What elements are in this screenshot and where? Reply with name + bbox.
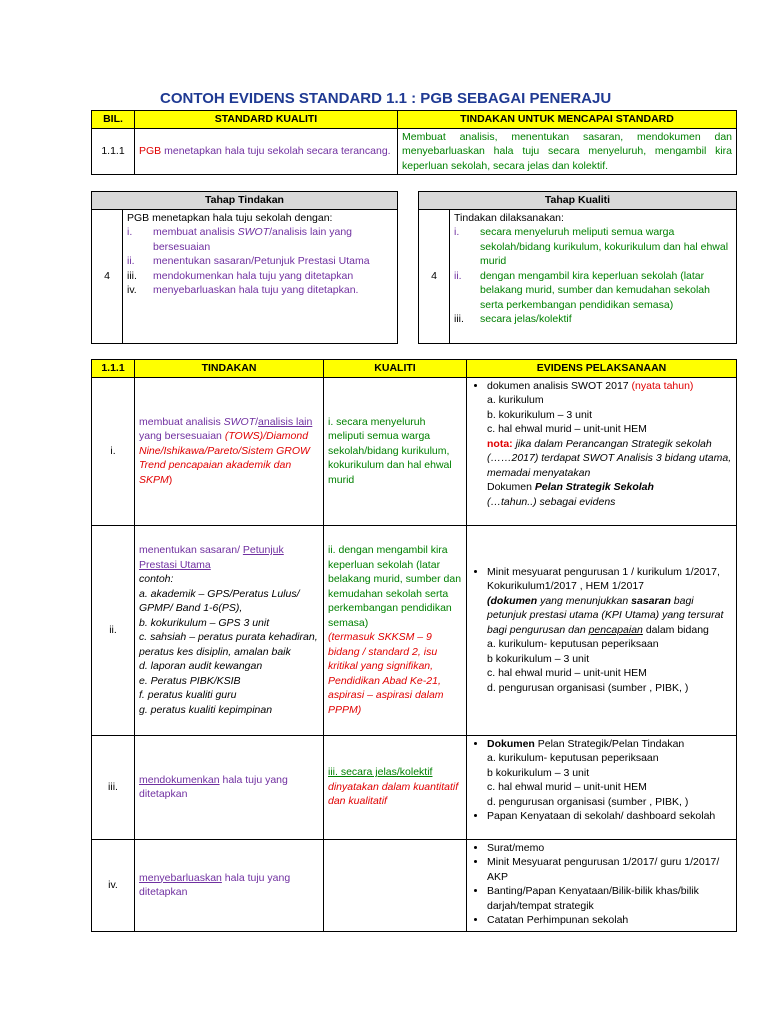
- tindakan-close: ): [168, 473, 173, 486]
- kualiti-cell: [324, 735, 467, 839]
- tindakan-keyword: mendokumenkan: [139, 773, 220, 786]
- tindakan-standard-text: [398, 128, 737, 175]
- sub-item: d. pengurusan organisasi (sumber , PIBK, ): [487, 681, 689, 694]
- contoh-item: a. akademik – GPS/Peratus Lulus/ GPMP/ Band 1-6(PS),: [139, 587, 300, 614]
- item-number: ii.: [127, 255, 135, 267]
- contoh-list: [139, 587, 319, 718]
- item-text: menentukan sasaran/Petunjuk Prestasi Utama: [153, 255, 370, 267]
- item-number: iv.: [127, 284, 137, 296]
- page-title: CONTOH EVIDENS STANDARD 1.1 : PGB SEBAGAI PENERAJU: [160, 90, 612, 107]
- header-standard-kualiti: STANDARD KUALITI: [135, 111, 398, 129]
- kualiti-note: (termasuk SKKSM – 9 bidang / standard 2, isu kritikal yang signifikan, Pendidikan Abad Ke-21, aspirasi – aspirasi dalam PPPM): [328, 631, 444, 716]
- list-item: • Banting/Papan Kenyataan/Bilik-bilik khas/bilik darjah/tempat strategik: [487, 884, 732, 913]
- tahap-kualiti-header: Tahap Kualiti: [419, 192, 737, 210]
- tindakan-cell: [135, 377, 324, 525]
- item-text: dengan mengambil kira keperluan sekolah (latar belakang murid, sumber dan kemudahan sekolah serta perkembangan pendidikan semasa): [480, 269, 710, 311]
- sub-item: d. pengurusan organisasi (sumber , PIBK, ): [487, 795, 689, 808]
- table-row: [92, 735, 737, 839]
- list-item: [454, 269, 732, 313]
- item-text: menyebarluaskan hala tuju yang ditetapkan.: [153, 284, 359, 296]
- list-item: [454, 225, 732, 269]
- sub-item: b. kokurikulum – 3 unit: [487, 408, 593, 421]
- tahap-kualiti-content: [450, 209, 737, 343]
- sub-item: c. hal ehwal murid – unit-unit HEM: [487, 781, 647, 793]
- kualiti-cell: [324, 377, 467, 525]
- item-text: secara menyeluruh meliputi semua warga sekolah/bidang kurikulum, kokurikulum dan hal ehwal murid: [480, 226, 729, 267]
- standard-kualiti-text: [135, 128, 398, 175]
- standard-text: menetapkan hala tuju sekolah secara terancang.: [161, 145, 391, 157]
- evidens-italic: bagi petunjuk prestasi utama (KPI Utama) yang tersurat bagi pengurusan dan: [487, 594, 724, 636]
- list-item: [127, 283, 393, 298]
- tindakan-text: menentukan sasaran/: [139, 544, 243, 556]
- row-number: i.: [92, 377, 135, 525]
- kualiti-cell: [324, 525, 467, 735]
- tahap-tindakan-content: [123, 209, 398, 343]
- pgb-label: PGB: [139, 145, 162, 157]
- list-item: • Catatan Perhimpunan sekolah: [487, 913, 732, 928]
- tindakan-text: hala tuju yang ditetapkan: [139, 773, 288, 800]
- evidens-cell: [467, 377, 737, 525]
- contoh-label: contoh:: [139, 573, 174, 585]
- item-text-end: /analisis lain yang bersesuaian: [153, 226, 353, 253]
- tahap-kualiti-intro: Tindakan dilaksanakan:: [454, 211, 564, 224]
- table-row: [92, 839, 737, 931]
- list-item: [127, 225, 393, 254]
- list-item: [487, 565, 732, 696]
- dokumen-label: (dokumen: [487, 594, 538, 607]
- item-swot: SWOT: [237, 226, 270, 238]
- item-number: i.: [127, 226, 133, 238]
- header-evidens: EVIDENS PELAKSANAAN: [467, 360, 737, 378]
- item-number: iii.: [127, 269, 137, 282]
- evidens-cell: [467, 735, 737, 839]
- contoh-item: f. peratus kualiti guru: [139, 689, 237, 701]
- sub-item: a. kurikulum- keputusan peperiksaan: [487, 638, 659, 651]
- evidens-text: Minit mesyuarat pengurusan 1 / kurikulum 1/2017, Kokurikulum1/2017 , HEM 1/2017: [487, 565, 720, 593]
- evidens-table: [91, 359, 737, 932]
- evidens-sub: [487, 393, 732, 509]
- contoh-item: b. kokurikulum – GPS 3 unit: [139, 616, 270, 629]
- tindakan-cell: [135, 735, 324, 839]
- kualiti-text: i. secara menyeluruh meliputi semua warga sekolah/bidang kurikulum, kokurikulum dan hal ehwal murid: [328, 415, 452, 486]
- kualiti-note: dinyatakan dalam kuantitatif dan kualitatif: [328, 780, 459, 808]
- tahap-kualiti-list: [454, 225, 732, 327]
- dokumen-label: Dokumen: [487, 737, 535, 750]
- item-number: iii.: [454, 313, 464, 325]
- tindakan-tools: (TOWS)/Diamond Nine/Ishikawa/Pareto/Sistem GROW Trend pencapaian akademik dan SKPM: [139, 430, 310, 486]
- tahap-tindakan-intro: PGB menetapkan hala tuju sekolah dengan:: [127, 211, 333, 224]
- standard-table: [91, 110, 737, 175]
- evidens-text: Pelan Strategik/Pelan Tindakan: [534, 737, 685, 750]
- list-item: [487, 737, 732, 810]
- contoh-item: g. peratus kualiti kepimpinan: [139, 703, 273, 716]
- kualiti-text: iii. secara jelas/kolektif: [328, 766, 433, 779]
- evidens-text: dokumen analisis SWOT 2017: [487, 379, 632, 392]
- tindakan-keyword: menyebarluaskan: [139, 871, 222, 884]
- item-text: secara jelas/kolektif: [480, 313, 572, 325]
- tahap-kualiti-table: [418, 191, 737, 344]
- evidens-bidang: dalam bidang: [642, 623, 709, 636]
- list-item: [487, 379, 732, 510]
- row-number: ii.: [92, 525, 135, 735]
- evidens-list: [471, 379, 732, 510]
- contoh-item: e. Peratus PIBK/KSIB: [139, 674, 241, 687]
- item-number: ii.: [454, 269, 462, 282]
- table-row: [92, 377, 737, 525]
- kualiti-text: ii. dengan mengambil kira keperluan sekolah (latar belakang murid, sumber dan kemudahan sekolah serta perkembangan pendidikan semasa): [328, 544, 462, 629]
- contoh-item: c. sahsiah – peratus purata kehadiran, peratus kes disiplin, amalan baik: [139, 631, 318, 658]
- evidens-list: [471, 737, 732, 824]
- evidens-cell: [467, 839, 737, 931]
- kualiti-cell-empty: [324, 839, 467, 931]
- evidens-nyata: (nyata tahun): [631, 379, 694, 392]
- bil-value: 1.1.1: [92, 128, 135, 175]
- tindakan-text: hala tuju yang ditetapkan: [139, 871, 291, 898]
- table-row: [92, 525, 737, 735]
- evidens-list: [471, 841, 732, 928]
- list-item: [127, 254, 393, 269]
- header-num: 1.1.1: [92, 360, 135, 378]
- dokumen-label: Dokumen: [487, 481, 535, 493]
- contoh-item: d. laporan audit kewangan: [139, 660, 263, 672]
- header-tindakan-standard: TINDAKAN UNTUK MENCAPAI STANDARD: [398, 111, 737, 129]
- list-item: • Minit Mesyuarat pengurusan 1/2017/ guru 1/2017/ AKP: [487, 855, 732, 884]
- evidens-cell: [467, 525, 737, 735]
- nota-label: nota:: [487, 437, 513, 450]
- sub-item: c. hal ehwal murid – unit-unit HEM: [487, 423, 647, 435]
- row-number: iii.: [92, 735, 135, 839]
- item-number: i.: [454, 226, 460, 238]
- sub-item: a. kurikulum: [487, 394, 544, 406]
- tindakan-ppu: Petunjuk Prestasi Utama: [139, 544, 284, 571]
- header-kualiti: KUALITI: [324, 360, 467, 378]
- tahap-tindakan-list: [127, 225, 393, 298]
- evidens-list: [471, 565, 732, 696]
- sub-item: b kokurikulum – 3 unit: [487, 652, 590, 665]
- item-text: mendokumenkan hala tuju yang ditetapkan: [153, 269, 354, 282]
- evidens-italic: yang menunjukkan: [537, 594, 632, 607]
- header-bil: BIL.: [92, 111, 135, 129]
- nota-text: jika dalam Perancangan Strategik sekolah (……2017) terdapat SWOT Analisis 3 bidang utama, memadai menyatakan: [487, 437, 732, 479]
- tahap-tindakan-header: Tahap Tindakan: [92, 192, 398, 210]
- tindakan-bersesuaian: yang bersesuaian: [139, 430, 222, 443]
- list-item: • Papan Kenyataan di sekolah/ dashboard sekolah: [487, 809, 732, 824]
- tindakan-text: Membuat analisis, menentukan sasaran, mendokumen dan menyebarluaskan hala tuju secara menyeluruh, mengambil kira keperluan sekolah, secara jelas dan kolektif.: [402, 130, 732, 172]
- tindakan-cell: [135, 525, 324, 735]
- list-item: • Surat/memo: [487, 841, 732, 856]
- tindakan-swot: SWOT: [223, 415, 256, 428]
- sasaran-label: sasaran: [631, 594, 671, 607]
- tindakan-cell: [135, 839, 324, 931]
- item-text: membuat analisis: [153, 226, 238, 238]
- header-tindakan: TINDAKAN: [135, 360, 324, 378]
- pencapaian-label: pencapaian: [588, 623, 643, 636]
- tindakan-text: membuat analisis: [139, 415, 224, 428]
- list-item: [454, 312, 732, 327]
- pelan-strategik: Pelan Strategik Sekolah: [534, 481, 654, 493]
- tindakan-analisis: analisis lain: [258, 415, 313, 428]
- tahun-text: (…tahun..) sebagai evidens: [487, 495, 616, 508]
- tahap-kualiti-level: 4: [419, 209, 450, 343]
- sub-item: b kokurikulum – 3 unit: [487, 766, 590, 779]
- sub-item: c. hal ehwal murid – unit-unit HEM: [487, 667, 647, 680]
- sub-item: a. kurikulum- keputusan peperiksaan: [487, 752, 659, 764]
- list-item: [127, 269, 393, 284]
- row-number: iv.: [92, 839, 135, 931]
- tindakan-slash: /: [255, 415, 259, 428]
- tahap-tindakan-table: [91, 191, 398, 344]
- tahap-tindakan-level: 4: [92, 209, 123, 343]
